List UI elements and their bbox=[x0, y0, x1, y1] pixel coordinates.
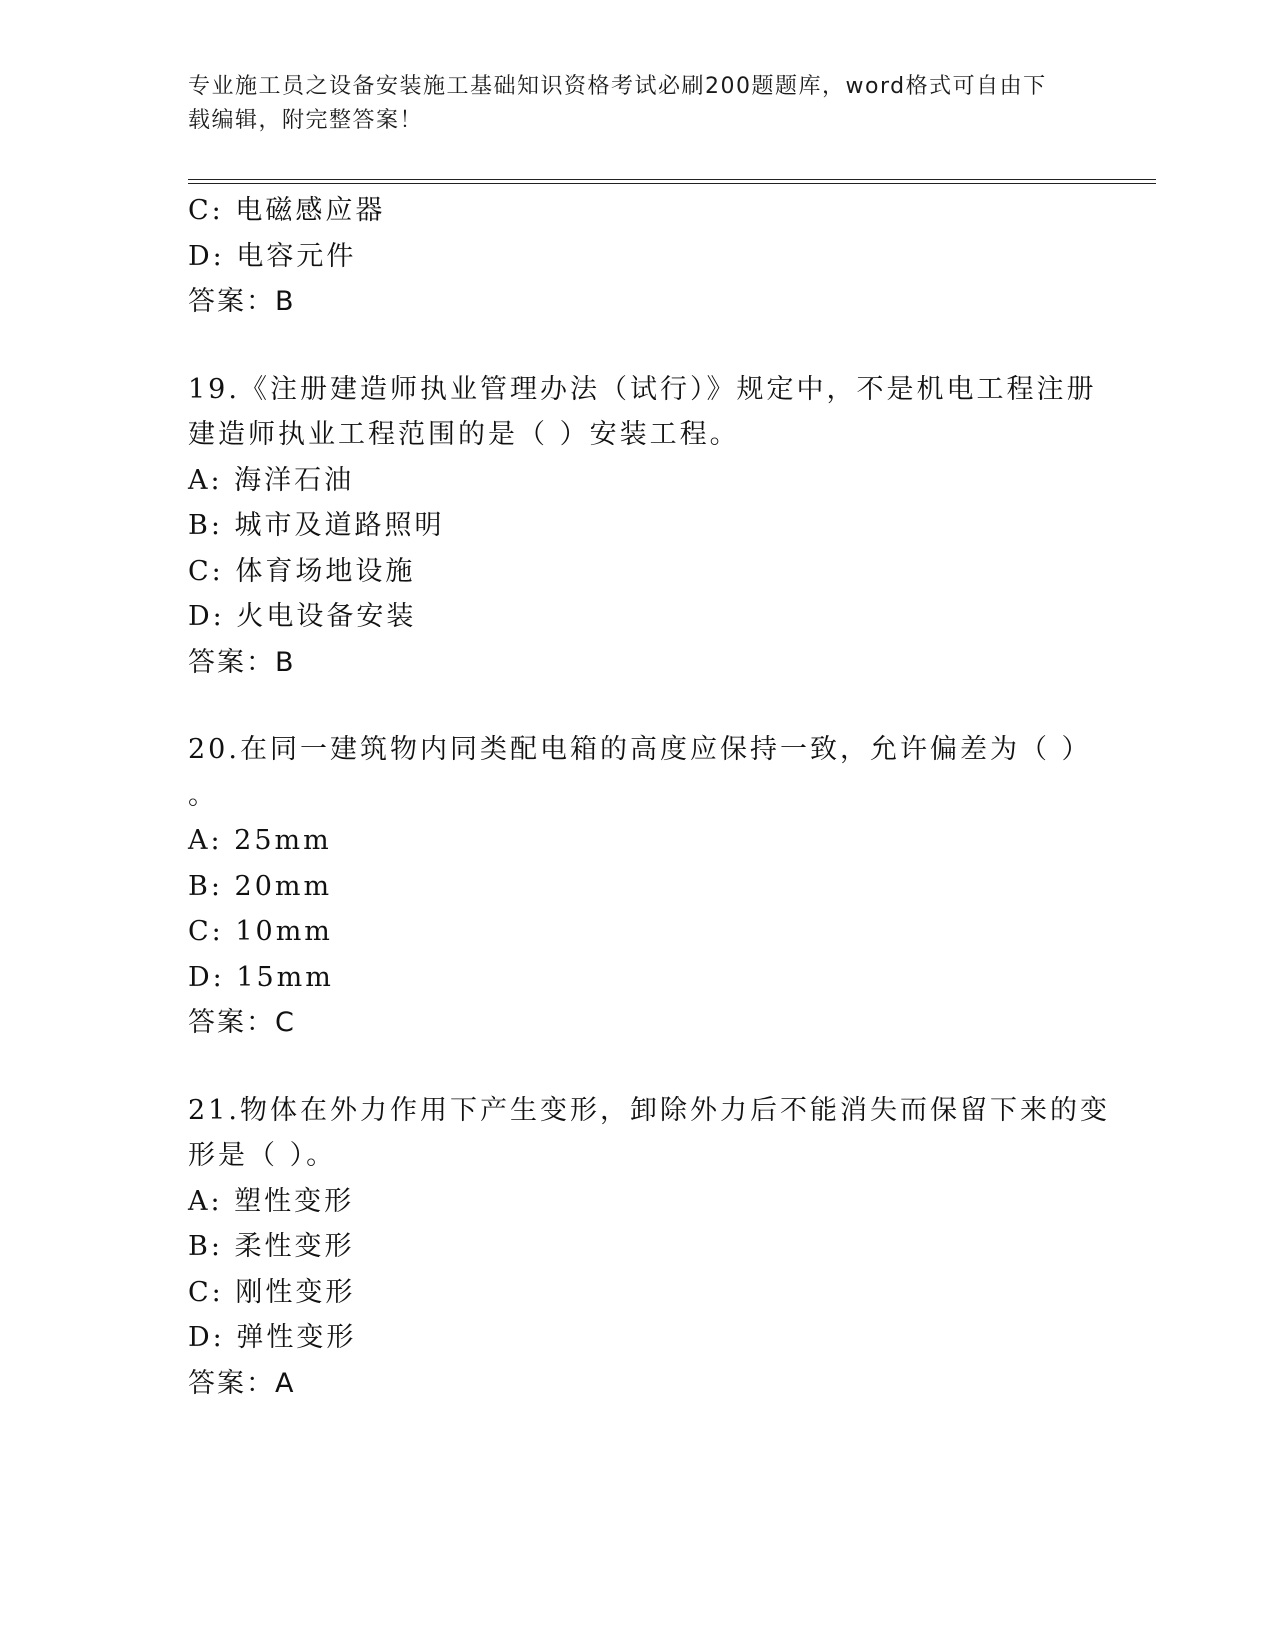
spacer bbox=[188, 685, 1088, 727]
option-b: B: 20mm bbox=[188, 870, 333, 902]
question-text-line: 20.在同一建筑物内同类配电箱的高度应保持一致，允许偏差为（ ） bbox=[188, 734, 1092, 765]
option-c: C: 刚性变形 bbox=[188, 1276, 356, 1308]
spacer bbox=[188, 1046, 1088, 1088]
question-19 bbox=[188, 367, 1097, 686]
question-content bbox=[188, 188, 1110, 1406]
question-18-continued bbox=[188, 188, 1088, 325]
option-a: A: 塑性变形 bbox=[188, 1185, 355, 1217]
answer-line: 答案：C bbox=[188, 1007, 296, 1038]
header-divider-top bbox=[188, 179, 1156, 180]
option-d: D: 火电设备安装 bbox=[188, 601, 417, 632]
answer-line: 答案：A bbox=[188, 1367, 296, 1399]
option-d: D: 弹性变形 bbox=[188, 1322, 357, 1353]
question-21 bbox=[188, 1088, 1110, 1407]
option-b: B: 柔性变形 bbox=[188, 1231, 355, 1262]
question-text-line: 19.《注册建造师执业管理办法（试行）》规定中，不是机电工程注册 bbox=[188, 373, 1097, 405]
answer-line: 答案：B bbox=[188, 646, 296, 678]
option-d: D: 15mm bbox=[188, 961, 334, 993]
option-c: C: 10mm bbox=[188, 916, 333, 947]
option-b: B: 城市及道路照明 bbox=[188, 510, 445, 541]
question-text-line: 21.物体在外力作用下产生变形，卸除外力后不能消失而保留下来的变 bbox=[188, 1094, 1110, 1126]
option-a: A: 25mm bbox=[188, 825, 332, 856]
question-20 bbox=[188, 727, 1092, 1046]
option-c: C: 体育场地设施 bbox=[188, 555, 416, 587]
question-text-line: 。 bbox=[188, 779, 218, 811]
option-d: D: 电容元件 bbox=[188, 240, 357, 272]
document-header: 专业施工员之设备安装施工基础知识资格考试必刷200题题库，word格式可自由下载编辑，附完整答案！ bbox=[188, 74, 1047, 133]
question-text-line: 形是（ ）。 bbox=[188, 1140, 337, 1171]
header-divider-bottom bbox=[188, 183, 1156, 184]
option-c: C: 电磁感应器 bbox=[188, 195, 386, 226]
question-text-line: 建造师执业工程范围的是（ ）安装工程。 bbox=[188, 419, 740, 450]
option-a: A: 海洋石油 bbox=[188, 464, 355, 496]
answer-line: 答案：B bbox=[188, 286, 296, 317]
spacer bbox=[188, 325, 1088, 367]
